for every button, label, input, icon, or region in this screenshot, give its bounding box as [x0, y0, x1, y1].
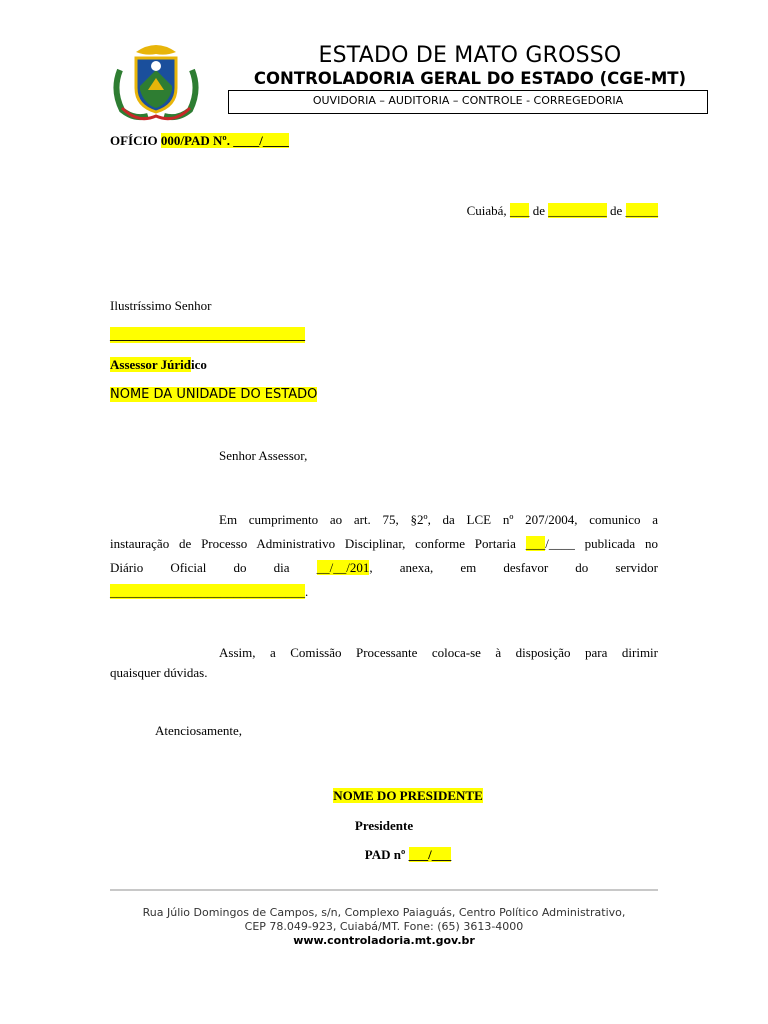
greeting: Senhor Assessor,	[219, 448, 308, 463]
date-line	[467, 203, 658, 219]
footer-address-line-2: CEP 78.049-923, Cuiabá/MT. Fone: (65) 3613-4000	[244, 920, 524, 933]
state-coat-of-arms	[108, 40, 204, 122]
recipient-title-highlight: Assessor Júrid	[110, 357, 192, 372]
coat-of-arms-icon	[108, 40, 204, 122]
servidor-name-blank: ______________________________	[110, 584, 305, 599]
closing: Atenciosamente,	[155, 723, 242, 738]
salutation-top: Ilustríssimo Senhor	[110, 298, 212, 313]
pad-prefix: PAD nº	[364, 847, 409, 862]
pad-number-blank: ___/___	[408, 847, 452, 862]
diario-date-blank: __/__/201	[316, 560, 370, 575]
p1-l4-period: .	[305, 584, 309, 599]
paragraph-1-line-4	[110, 580, 658, 604]
recipient-unit: NOME DA UNIDADE DO ESTADO	[110, 387, 318, 402]
president-role: Presidente	[354, 818, 414, 833]
signature-name-wrap	[110, 788, 706, 804]
paragraph-1-line-3	[110, 556, 658, 580]
paragraph-1-line-1: Em cumprimento ao art. 75, §2º, da LCE nº 207/2004, comunico a	[219, 512, 658, 527]
oficio-prefix: OFÍCIO	[110, 133, 161, 148]
recipient-name-blank: ______________________________	[110, 327, 305, 342]
p1-l2-text-a: instauração de Processo Administrativo Disciplinar, conforme Portaria	[110, 536, 526, 551]
portaria-number-blank: ___	[525, 536, 546, 551]
oficio-number-suffix: Nº. ____/____	[209, 133, 289, 148]
agency-name-heading: CONTROLADORIA GERAL DO ESTADO (CGE-MT)	[253, 69, 687, 88]
date-month-blank: _________	[548, 203, 607, 218]
paragraph-2-line-1: Assim, a Comissão Processante coloca-se à disposição para dirimir	[219, 645, 658, 660]
paragraph-2	[110, 643, 658, 683]
oficio-number	[110, 133, 289, 149]
p1-l3-text-a: Diário Oficial do dia	[110, 560, 317, 575]
date-year-blank: _____	[625, 203, 658, 218]
recipient-title-rest: ico	[191, 357, 207, 372]
recipient-title	[110, 357, 207, 373]
paragraph-1-line-2	[110, 532, 658, 556]
date-de-1: de	[529, 203, 549, 218]
paragraph-1	[110, 508, 658, 604]
date-de-2: de	[606, 203, 626, 218]
footer-divider	[110, 889, 658, 891]
p1-l2-text-b: /____ publicada no	[545, 536, 658, 551]
p1-l3-text-b: , anexa, em desfavor do servidor	[369, 560, 658, 575]
footer-website: www.controladoria.mt.gov.br	[293, 934, 475, 947]
state-name-heading: ESTADO DE MATO GROSSO	[318, 43, 622, 68]
date-day-blank: ___	[509, 203, 530, 218]
divisions-box: OUVIDORIA – AUDITORIA – CONTROLE - CORREGEDORIA	[228, 90, 708, 114]
footer-address-line-1: Rua Júlio Domingos de Campos, s/n, Complexo Paiaguás, Centro Político Administrativo,	[142, 906, 626, 919]
oficio-number-highlight: 000/PAD	[160, 133, 210, 148]
date-city: Cuiabá,	[466, 203, 510, 218]
pad-number	[110, 847, 706, 863]
paragraph-2-line-2: quaisquer dúvidas.	[110, 665, 208, 680]
president-name: NOME DO PRESIDENTE	[333, 788, 483, 803]
